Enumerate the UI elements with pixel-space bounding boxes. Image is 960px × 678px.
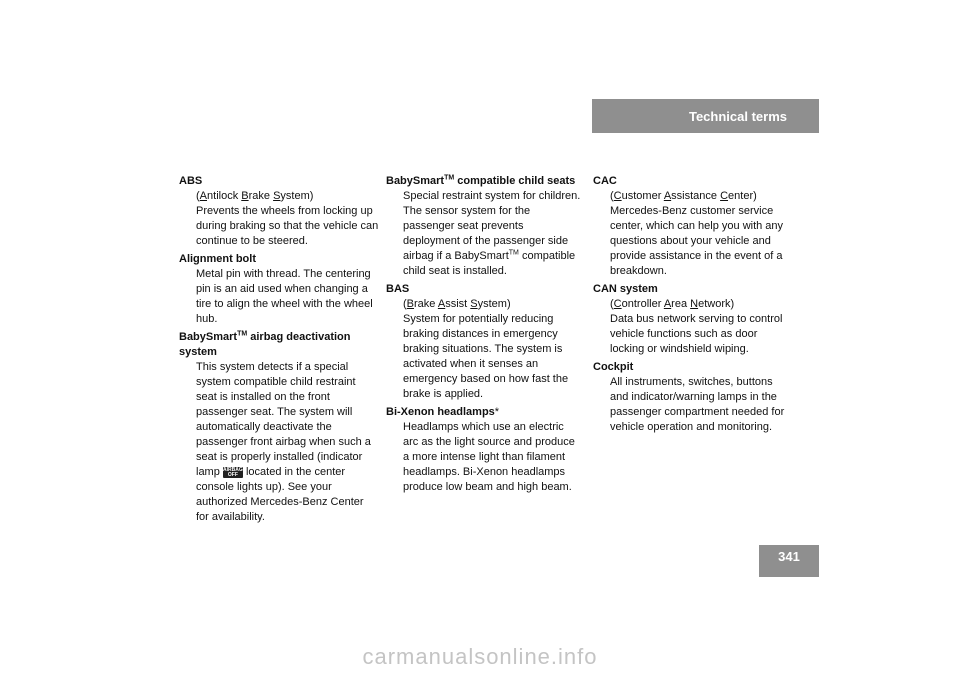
definition-text: Metal pin with thread. The centering pin is an aid used when changing a tire to align the wheel with the wheel hub.: [196, 268, 373, 325]
airbag-off-icon: AIRBAG OFF: [223, 466, 243, 478]
definition-bixenon: [386, 420, 582, 495]
definition-babysmart-airbag: [179, 360, 379, 525]
abbr-bas: (Brake Assist System): [403, 298, 511, 310]
term-cac: CAC: [593, 175, 617, 187]
definition-cockpit: [593, 375, 793, 435]
watermark: carmanualsonline.info: [362, 644, 598, 669]
definition-abs: [179, 189, 379, 249]
term-can-system: CAN system: [593, 283, 658, 295]
term-babysmart-seats: BabySmart™ compatible child seats: [386, 174, 576, 187]
page-number: [759, 545, 819, 577]
column-2: [386, 174, 582, 498]
term-alignment-bolt: Alignment bolt: [179, 253, 256, 265]
term-cockpit: Cockpit: [593, 361, 634, 373]
definition-text: Prevents the wheels from locking up during braking so that the vehicle can continue to be steered.: [196, 205, 379, 247]
definition-babysmart-seats: [386, 189, 582, 279]
definition-text: All instruments, switches, buttons and indicator/warning lamps in the passenger compartment needed for vehicle operation and monitoring.: [610, 376, 785, 433]
abbr-abs: (Antilock Brake System): [196, 190, 314, 202]
definition-text: System for potentially reducing braking distances in emergency braking situations. The system is activated when it senses an emergency based on how fast the brake is applied.: [403, 313, 569, 400]
definition-text: Mercedes-Benz customer service center, which can help you with any questions about your vehicle and provide assistance in the event of a breakdown.: [610, 205, 784, 277]
definition-text: This system detects if a special system compatible child restraint seat is installed on the front passenger seat. The system will automatically deactivate the passenger front airbag when such a seat is properly installed (indicator lamp AIRBAG OFF located in the center console lights up). See your authorized Mercedes-Benz Center for availability.: [196, 361, 371, 523]
term-bixenon: Bi-Xenon headlamps*: [386, 406, 500, 418]
abbr-cac: (Customer Assistance Center): [610, 190, 757, 202]
definition-cac: [593, 189, 793, 279]
definition-text: Data bus network serving to control vehicle functions such as door locking or windshield wiping.: [610, 313, 783, 355]
abbr-can: (Controller Area Network): [610, 298, 735, 310]
column-1: [179, 174, 379, 528]
definition-alignment-bolt: [179, 267, 379, 327]
term-babysmart-airbag: BabySmart™ airbag deactivation system: [179, 330, 351, 358]
column-3: [593, 174, 793, 438]
term-bas: BAS: [386, 283, 410, 295]
definition-text: Headlamps which use an electric arc as the light source and produce a more intense light than filament headlamps. Bi-Xenon headlamps produce low beam and high beam.: [403, 421, 575, 493]
section-header: [592, 99, 819, 133]
definition-bas: [386, 297, 582, 402]
term-abs: ABS: [179, 175, 203, 187]
section-title: Technical terms: [688, 108, 787, 124]
definition-text: Special restraint system for children. The sensor system for the passenger seat prevents deployment of the passenger side airbag if a BabySmart™ compatible child seat is installed.: [403, 190, 581, 277]
definition-can-system: [593, 297, 793, 357]
page-number-text: 341: [778, 549, 800, 564]
